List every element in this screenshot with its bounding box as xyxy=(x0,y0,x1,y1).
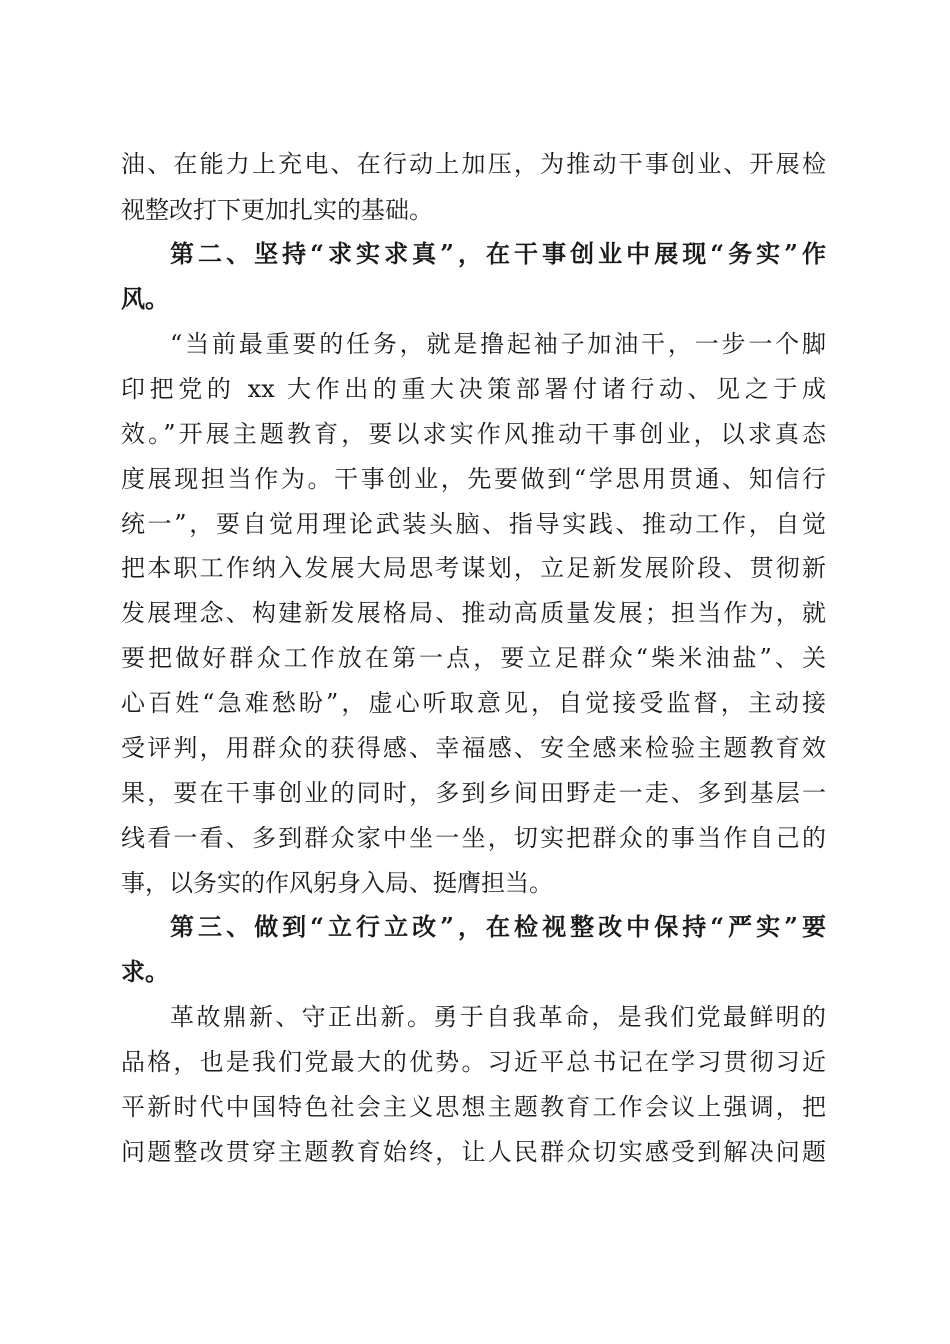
text-line: 革故鼎新、守正出新。勇于自我革命，是我们党最鲜明的 xyxy=(170,1003,826,1031)
section-heading: 风。 xyxy=(121,284,169,313)
text-line: 心百姓“急难愁盼”，虚心听取意见，自觉接受监督，主动接 xyxy=(121,689,826,717)
text-line: 果，要在干事创业的同时，多到乡间田野走一走、多到基层一 xyxy=(121,779,826,807)
section-heading: 第二、坚持“求实求真”，在干事创业中展现“务实”作 xyxy=(170,239,826,268)
text-line: 事，以务实的作风躬身入局、挺膺担当。 xyxy=(121,869,553,897)
text-line: 要把做好群众工作放在第一点，要立足群众“柴米油盐”、关 xyxy=(121,644,826,672)
text-line: 印把党的 xx 大作出的重大决策部署付诸行动、见之于成 xyxy=(121,375,826,403)
text-line: 油、在能力上充电、在行动上加压，为推动干事创业、开展检 xyxy=(121,150,826,178)
text-line: 品格，也是我们党最大的优势。习近平总书记在学习贯彻习近 xyxy=(121,1048,826,1076)
text-line: 视整改打下更加扎实的基础。 xyxy=(121,196,433,224)
text-line: 把本职工作纳入发展大局思考谋划，立足新发展阶段、贯彻新 xyxy=(121,554,826,582)
text-line: “当前最重要的任务，就是撸起袖子加油干，一步一个脚 xyxy=(170,330,826,358)
section-heading: 第三、做到“立行立改”，在检视整改中保持“严实”要 xyxy=(170,912,826,941)
text-line: 受评判，用群众的获得感、幸福感、安全感来检验主题教育效 xyxy=(121,734,826,762)
text-line: 效。”开展主题教育，要以求实作风推动干事创业，以求真态 xyxy=(121,420,826,448)
section-heading: 求。 xyxy=(121,957,169,986)
text-line: 线看一看、多到群众家中坐一坐，切实把群众的事当作自己的 xyxy=(121,824,826,852)
text-line: 发展理念、构建新发展格局、推动高质量发展；担当作为，就 xyxy=(121,599,826,627)
text-line: 平新时代中国特色社会主义思想主题教育工作会议上强调，把 xyxy=(121,1093,826,1121)
text-line: 问题整改贯穿主题教育始终，让人民群众切实感受到解决问题 xyxy=(121,1138,826,1166)
text-line: 统一”，要自觉用理论武装头脑、指导实践、推动工作，自觉 xyxy=(121,510,826,538)
text-line: 度展现担当作为。干事创业，先要做到“学思用贯通、知信行 xyxy=(121,465,826,493)
